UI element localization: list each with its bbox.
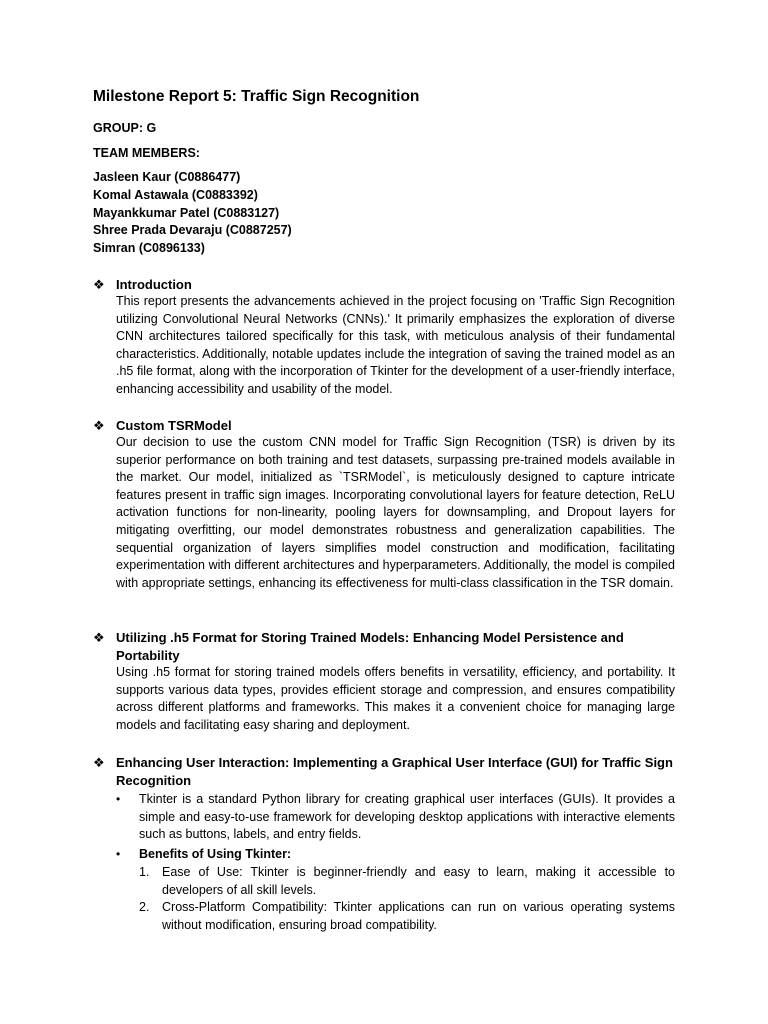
team-member: Shree Prada Devaraju (C0887257) xyxy=(93,223,292,237)
section-body-custom-tsrmodel: Our decision to use the custom CNN model for Traffic Sign Recognition (TSR) is driven by its superior performance on both training and test datasets, surpassing pre-trained models available in the market. Our model, initialized as `TSRModel`, is meticulously designed to capture intricate features present in traffic sign images. Incorporating convolutional layers for feature detection, ReLU activation functions for non-linearity, pooling layers for downsampling, and Dropout layers for mitigating overfitting, our model demonstrates robustness and generalization capabilities. The sequential organization of layers simplifies model construction and modification, facilitating experimentation with different architectures and hyperparameters. Additionally, the model is compiled with appropriate settings, enhancing its effectiveness for multi-class classification in the TSR domain. xyxy=(116,435,675,590)
team-member: Mayankkumar Patel (C0883127) xyxy=(93,206,280,220)
diamond-bullet-icon: ❖ xyxy=(93,418,105,433)
list-item-tkinter: Tkinter is a standard Python library for creating graphical user interfaces (GUIs). It provides a simple and easy-to-use framework for developing desktop applications with interactive elements such as buttons, labels, and entry fields. xyxy=(139,792,675,842)
list-number: 2. xyxy=(139,900,150,914)
diamond-bullet-icon: ❖ xyxy=(93,277,105,292)
team-member: Komal Astawala (C0883392) xyxy=(93,188,258,202)
group-label: GROUP: G xyxy=(93,121,157,135)
list-item-benefit: Cross-Platform Compatibility: Tkinter applications can run on various operating systems without modification, ensuring broad compatibility. xyxy=(162,900,675,932)
section-heading-custom-tsrmodel: Custom TSRModel xyxy=(116,418,232,433)
list-heading-benefits: Benefits of Using Tkinter: xyxy=(139,847,292,861)
bullet-icon: • xyxy=(116,792,121,806)
diamond-bullet-icon: ❖ xyxy=(93,755,105,770)
team-members-heading: TEAM MEMBERS: xyxy=(93,146,200,160)
team-member: Simran (C0896133) xyxy=(93,241,205,255)
diamond-bullet-icon: ❖ xyxy=(93,630,105,645)
section-heading-introduction: Introduction xyxy=(116,277,192,292)
bullet-icon: • xyxy=(116,847,121,861)
list-item-benefit: Ease of Use: Tkinter is beginner-friendly and easy to learn, making it accessible to developers of all skill levels. xyxy=(162,865,675,897)
section-body-h5-format: Using .h5 format for storing trained models offers benefits in versatility, efficiency, and portability. It supports various data types, provides efficient storage and compression, and ensures compatibility across different platforms and frameworks. This makes it a convenient choice for managing large models and facilitating easy sharing and deployment. xyxy=(116,665,675,732)
list-number: 1. xyxy=(139,865,150,879)
section-heading-h5-format: Utilizing .h5 Format for Storing Trained Models: Enhancing Model Persistence and Portability xyxy=(116,630,624,663)
report-title: Milestone Report 5: Traffic Sign Recognition xyxy=(93,88,420,105)
team-member: Jasleen Kaur (C0886477) xyxy=(93,170,241,184)
section-body-introduction: This report presents the advancements achieved in the project focusing on 'Traffic Sign Recognition utilizing Convolutional Neural Networks (CNNs).' It primarily emphasizes the exploration of diverse CNN architectures tailored specifically for this task, with meticulous analysis of their fundamental characteristics. Additionally, notable updates include the integration of saving the trained model as an .h5 file format, along with the incorporation of Tkinter for the development of a user-friendly interface, enhancing accessibility and usability of the model. xyxy=(116,294,675,396)
section-heading-gui: Enhancing User Interaction: Implementing a Graphical User Interface (GUI) for Traffic Sign Recognition xyxy=(116,755,673,788)
